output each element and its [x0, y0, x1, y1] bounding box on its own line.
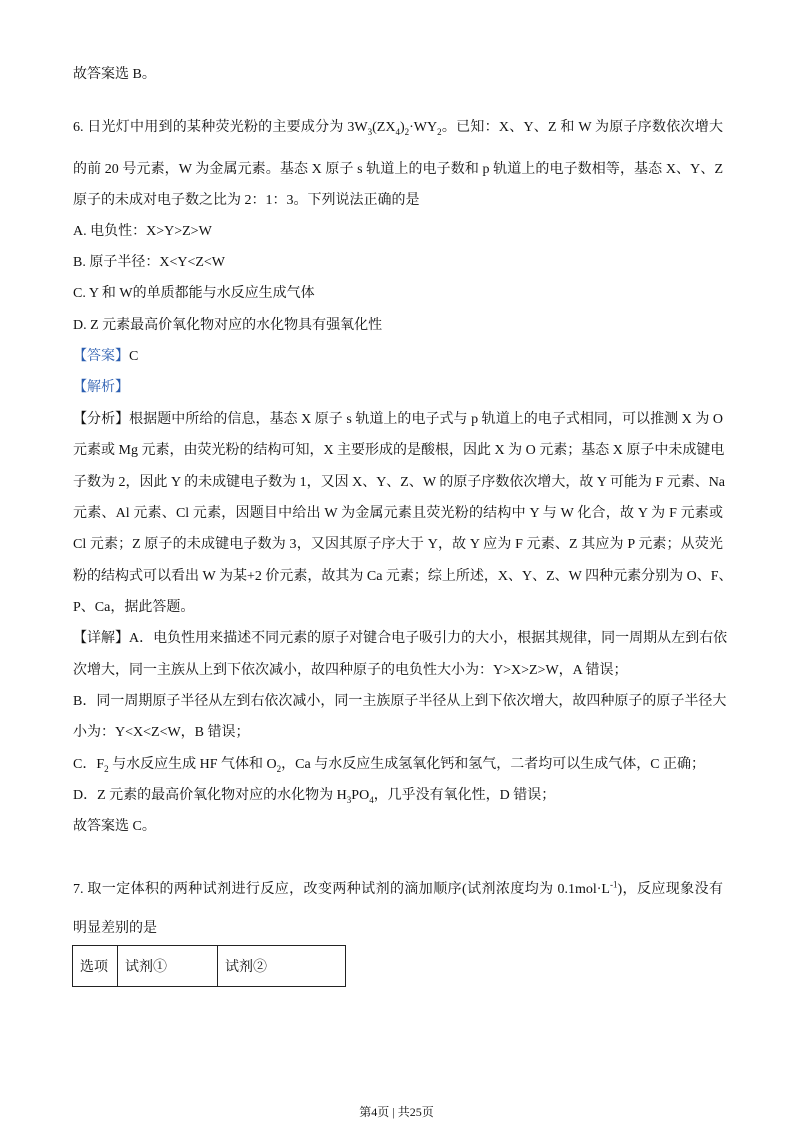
subscript: 2 [104, 763, 109, 774]
text-run: 6. 日光灯中用到的某种荧光粉的主要成分为 3W [73, 120, 368, 135]
text-run: A. 电负性：X>Y>Z>W [73, 224, 212, 239]
text-run: (ZX [372, 120, 396, 135]
text-line [73, 786, 555, 806]
text-line [73, 222, 212, 242]
text-run: 原子的未成对电子数之比为 2：1：3。下列说法正确的是 [73, 193, 420, 208]
subscript: 2 [404, 126, 410, 137]
text-line [73, 567, 733, 587]
table-header-cell: 试剂① [118, 946, 218, 987]
subscript: 3 [346, 794, 352, 805]
text-line [73, 441, 723, 461]
section-tag: 【解析】 [73, 380, 129, 395]
reagent-table [72, 945, 346, 987]
text-run: ) [399, 120, 405, 135]
text-run: 粉的结构式可以看出 W 为某+2 价元素，故其为 Ca 元素；综上所述，X、Y、Z、W 四种元素分别为 O、F、 [73, 569, 733, 584]
text-line [73, 316, 382, 336]
subscript: 2 [276, 763, 282, 774]
subscript: 3 [367, 126, 373, 137]
text-run: PO [351, 788, 370, 803]
text-line [73, 817, 156, 837]
text-run: 故答案选 B。 [73, 67, 156, 82]
text-run: )，反应现象没有 [617, 882, 723, 897]
text-run: 明显差别的是 [73, 921, 157, 936]
text-run: C [129, 349, 139, 364]
text-line [73, 692, 727, 712]
text-run: ，几乎没有氧化性，D 错误； [373, 788, 556, 803]
text-line [73, 598, 194, 618]
text-run: 子数为 2，因此 Y 的未成键电子数为 1，又因 X、Y、Z、W 的原子序数依次增大，故 Y 可能为 F 元素、Na [73, 475, 726, 490]
text-line [73, 755, 705, 775]
subscript: 4 [369, 794, 374, 805]
text-run: 【详解】A．电负性用来描述不同元素的原子对键合电子吸引力的大小，根据其规律，同一周期从左到右依 [73, 631, 728, 646]
text-line [73, 661, 628, 681]
text-run: B. 原子半径：X<Y<Z<W [73, 255, 226, 270]
text-line [73, 347, 138, 367]
text-line [73, 410, 723, 430]
superscript: -1 [609, 879, 618, 890]
text-run: D．Z 元素的最高价氧化物对应的水化物为 H [73, 788, 347, 803]
text-run: 与水反应生成 HF 气体和 O [108, 757, 277, 772]
text-line [73, 723, 250, 743]
text-run: 故答案选 C。 [73, 819, 156, 834]
text-run: D. Z 元素最高价氧化物对应的水化物具有强氧化性 [73, 318, 383, 333]
subscript: 2 [437, 126, 442, 137]
table-header-cell: 选项 [73, 946, 118, 987]
text-run: 元素、Al 元素、Cl 元素，因题目中给出 W 为金属元素且荧光粉的结构中 Y 与 W 化合，故 Y 为 F 元素或 [73, 506, 723, 521]
text-run: 小为：Y<X<Z<W，B 错误； [73, 725, 250, 740]
text-run: ，Ca 与水反应生成氢氧化钙和氢气，二者均可以生成气体，C 正确； [281, 757, 706, 772]
text-run: 7. 取一定体积的两种试剂进行反应，改变两种试剂的滴加顺序(试剂浓度均为 0.1mol·L [73, 882, 610, 897]
text-line [73, 473, 726, 493]
page-footer: 第4页 | 共25页 [359, 1105, 434, 1119]
text-run: C. Y 和 W的单质都能与水反应生成气体 [73, 286, 315, 301]
text-line [73, 284, 315, 304]
subscript: 4 [395, 126, 400, 137]
text-line [73, 535, 723, 555]
text-run: 次增大，同一主族从上到下依次减小，故四种原子的电负性大小为：Y>X>Z>W，A 错误； [73, 663, 628, 678]
text-line [73, 629, 728, 649]
text-run: 的前 20 号元素，W 为金属元素。基态 X 原子 s 轨道上的电子数和 p 轨道上的电子数相等，基态 X、Y、Z [73, 162, 723, 177]
text-line [73, 118, 723, 138]
text-run: Cl 元素；Z 原子的未成键电子数为 3，又因其原子序大于 Y，故 Y 应为 F 元素、Z 其应为 P 元素；从荧光 [73, 537, 723, 552]
text-line [73, 191, 420, 211]
text-run: ·WY [409, 120, 438, 135]
section-tag: 【答案】 [73, 349, 129, 364]
text-line [73, 160, 723, 180]
text-line [73, 504, 723, 524]
text-run: 元素或 Mg 元素，由荧光粉的结构可知，X 主要形成的是酸根，因此 X 为 O 元素；基态 X 原子中未成键电 [73, 443, 725, 458]
text-line [73, 880, 723, 900]
text-line [73, 919, 157, 939]
table-header-cell: 试剂② [218, 946, 346, 987]
text-run: 【分析】根据题中所给的信息，基态 X 原子 s 轨道上的电子式与 p 轨道上的电子式相同，可以推测 X 为 O [73, 412, 723, 427]
text-run: 。已知：X、Y、Z 和 W 为原子序数依次增大 [441, 120, 724, 135]
text-run: P、Ca，据此答题。 [73, 600, 195, 615]
text-run: B．同一周期原子半径从左到右依次减小，同一主族原子半径从上到下依次增大，故四种原子的原子半径大 [73, 694, 727, 709]
text-line [73, 253, 225, 273]
text-run: C．F [73, 757, 105, 772]
text-line [73, 65, 156, 85]
text-line [73, 378, 129, 398]
